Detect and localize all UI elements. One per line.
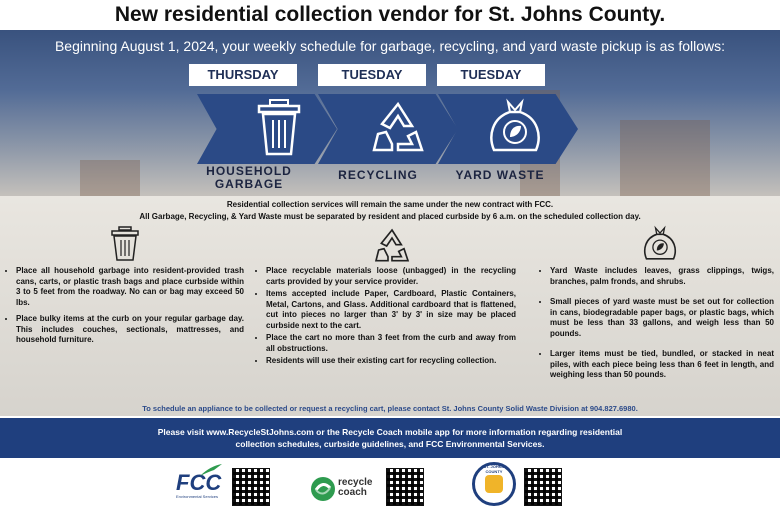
list-item: • Larger items must be tied, bundled, or stacked in neat piles, with each piece being less than 6 feet in length, and weighing less than 50 pounds.: [550, 349, 774, 381]
recycle-icon: [368, 98, 428, 158]
qr-code: [386, 468, 424, 506]
county-seal-text: ST. JOHNS COUNTY: [483, 464, 505, 474]
recycle-coach-word: coach: [338, 487, 367, 498]
contact-note: To schedule an appliance to be collected or request a recycling cart, please contact St. Johns County Solid Waste Division at 904.827.6980.: [142, 404, 638, 413]
list-item: • Place bulky items at the curb on your regular garbage day. This includes couches, sectionals, mattresses, and household furniture.: [16, 314, 244, 346]
contract-note: Residential collection services will remain the same under the new contract with FCC.: [226, 200, 554, 209]
footer: [0, 458, 780, 514]
page-title: New residential collection vendor for St. Johns County.: [114, 3, 666, 26]
info-banner-line: Please visit www.RecycleStJohns.com or the Recycle Coach mobile app for more information regarding residential: [157, 427, 623, 437]
yard-waste-bag-icon: [484, 96, 546, 158]
garbage-guidelines: [4, 266, 244, 352]
trash-can-icon: [110, 226, 140, 262]
fcc-logo-text: FCC: [176, 470, 222, 495]
building-silhouette: [80, 160, 140, 200]
category-label-garbage: [189, 165, 309, 191]
schedule-subtitle: Beginning August 1, 2024, your weekly schedule for garbage, recycling, and yard waste pickup is as follows:: [54, 38, 726, 54]
building-silhouette: [620, 120, 710, 200]
qr-code: [524, 468, 562, 506]
county-seal-icon: [472, 462, 516, 506]
category-line: HOUSEHOLD: [206, 164, 292, 178]
separation-note: All Garbage, Recycling, & Yard Waste must be separated by resident and placed curbside by 6 a.m. on the scheduled collection day.: [139, 212, 641, 221]
list-item: • Place all household garbage into resident-provided trash cans, carts, or plastic trash bags and place curbside within 3 to 5 feet from the roadway. No can or bag may exceed 50 lbs.: [16, 266, 244, 308]
category-line: GARBAGE: [214, 177, 284, 191]
yard-waste-bag-icon: [640, 224, 680, 264]
day-label-garbage: THURSDAY: [189, 64, 297, 86]
recycling-guidelines: [254, 266, 516, 373]
county-seal-shield: [485, 475, 503, 493]
fcc-logo-subtext: Environmental Services: [176, 494, 219, 499]
fcc-logo: [176, 472, 221, 499]
day-label-yard: TUESDAY: [437, 64, 545, 86]
list-item: • Place the cart no more than 3 feet from the curb and away from all obstructions.: [266, 333, 516, 354]
list-item: • Small pieces of yard waste must be set out for collection in cans, biodegradable paper bags, or plastic bags, which must be less than 33 gallons, and weigh less than 50 pounds.: [550, 297, 774, 339]
recycle-coach-logo-text: [338, 478, 372, 498]
list-item: • Place recyclable materials loose (unbagged) in the recycling carts provided by your service provider.: [266, 266, 516, 287]
list-item: • Items accepted include Paper, Cardboard, Plastic Containers, Metal, Cartons, and Glass. Additional cardboard that is flattened, cut into pieces no larger than 3' by 3' in size may be placed curbside next to the cart.: [266, 289, 516, 331]
list-item: • Residents will use their existing cart for recycling collection.: [266, 356, 516, 367]
qr-code: [232, 468, 270, 506]
fcc-swoosh-icon: [200, 464, 222, 478]
recycle-coach-word: recycle: [338, 477, 373, 488]
info-banner-line: collection schedules, curbside guidelines, and FCC Environmental Services.: [235, 439, 545, 449]
day-label-recycling: TUESDAY: [318, 64, 426, 86]
recycle-coach-icon: [310, 476, 336, 502]
category-label-yard: YARD WASTE: [455, 168, 545, 182]
info-banner: [0, 418, 780, 458]
trash-can-icon: [256, 98, 302, 156]
list-item: • Yard Waste includes leaves, grass clippings, twigs, branches, palm fronds, and shrubs.: [550, 266, 774, 287]
yard-guidelines: [538, 266, 774, 387]
recycle-icon: [372, 226, 412, 266]
category-label-recycling: RECYCLING: [338, 168, 418, 182]
